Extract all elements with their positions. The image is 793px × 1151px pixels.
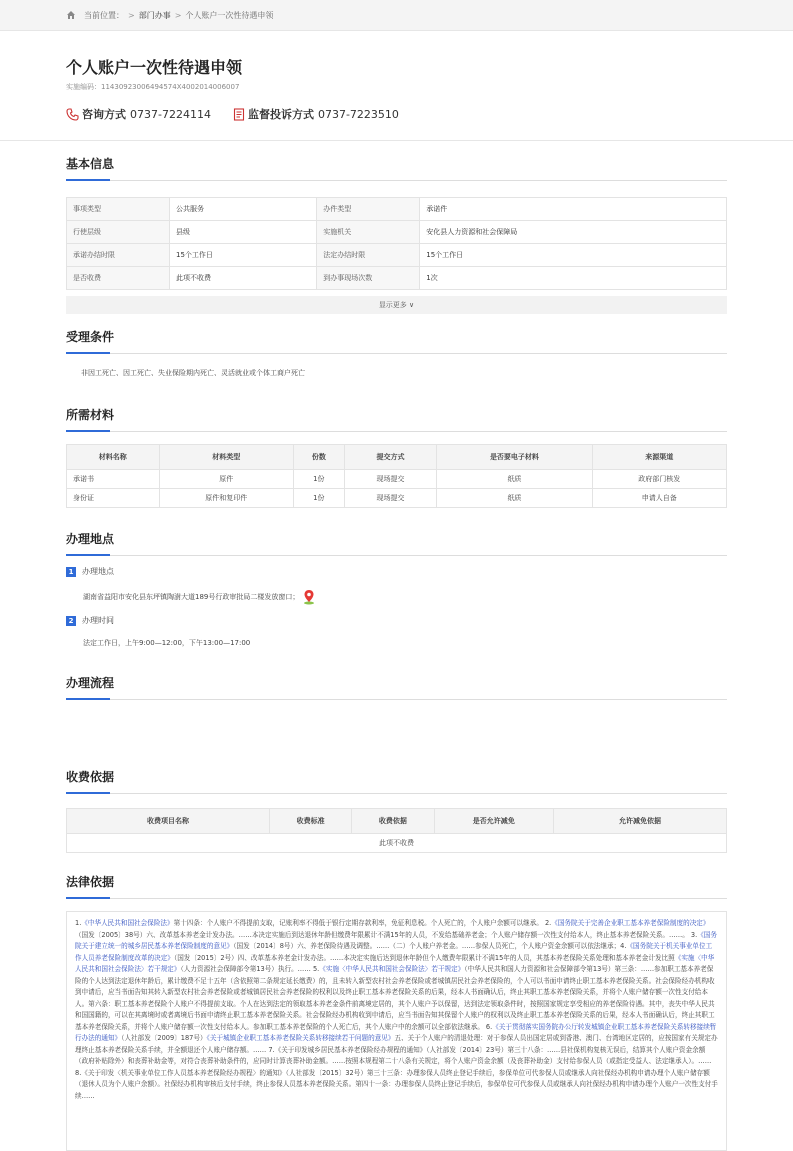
column-header: 份数: [293, 445, 344, 470]
address-text: 湖南省益阳市安化县东坪镇陶澍大道189号行政审批局二楼发放窗口；: [83, 593, 300, 601]
table-row: [67, 470, 727, 489]
table-row: [67, 198, 727, 221]
conditions-text: 非因工死亡、因工死亡、失业保险期内死亡、灵活就业或个体工商户死亡: [81, 369, 305, 377]
table-cell: 纸质: [437, 489, 592, 508]
time-heading: [66, 615, 727, 626]
table-cell: 现场提交: [344, 470, 437, 489]
section-title-law: 法律依据: [66, 873, 727, 899]
materials-table: [66, 444, 727, 508]
section-title-materials: 所需材料: [66, 406, 727, 432]
info-value: 15个工作日: [420, 244, 727, 267]
section-title-basic: 基本信息: [66, 155, 727, 181]
consult-contact: [66, 106, 211, 122]
table-cell: 现场提交: [344, 489, 437, 508]
column-header: 来源渠道: [592, 445, 726, 470]
law-text-segment: （国发〔2014〕8号）六、养老保险待遇及调整。……（二）个人账户养老金。……参保人员死亡，个人账户资金余额可以依法继承；4.: [233, 942, 627, 950]
table-cell: 1份: [293, 470, 344, 489]
step-number: 1: [66, 567, 76, 577]
column-header: 收费依据: [352, 809, 434, 834]
table-header-row: [67, 445, 727, 470]
column-header: 材料名称: [67, 445, 160, 470]
basic-info-table: [66, 197, 727, 290]
breadcrumb-current: 个人账户一次性待遇申领: [185, 10, 274, 20]
column-header: 材料类型: [159, 445, 293, 470]
table-row: [67, 834, 727, 853]
phone-icon: [66, 108, 79, 121]
law-text-segment: （国发〔2005〕38号）六、改革基本养老金计发办法。……本决定实施后到达退休年龄但缴费年限累计不满15年的人员，不发给基础养老金；个人账户储存额一次性支付给本人，终止基本养老保险关系。……。 3.: [75, 930, 698, 939]
info-key: 承诺办结时限: [67, 244, 170, 267]
fees-table: [66, 808, 727, 853]
consult-phone: 0737-7224114: [130, 107, 211, 121]
table-row: [67, 489, 727, 508]
fees-section: [0, 768, 793, 853]
breadcrumb-separator: >: [128, 10, 135, 20]
basic-info-section: [0, 155, 793, 314]
table-row: [67, 221, 727, 244]
column-header: 是否要电子材料: [437, 445, 592, 470]
breadcrumb-link-dept[interactable]: 部门办事: [138, 10, 171, 20]
column-header: 收费标准: [270, 809, 352, 834]
contact-row: [66, 106, 727, 122]
info-value: 公共服务: [170, 198, 317, 221]
show-more-button[interactable]: 显示更多 ∨: [66, 296, 727, 314]
home-icon[interactable]: [66, 10, 76, 20]
info-key: 实施机关: [317, 221, 420, 244]
address-row: [66, 589, 727, 605]
complaint-phone: 0737-7223510: [317, 107, 399, 121]
complaint-contact: [233, 106, 399, 122]
info-value: 县级: [170, 221, 317, 244]
info-value: 此项不收费: [170, 267, 317, 290]
law-text: [66, 911, 727, 1151]
section-title-location: 办理地点: [66, 530, 727, 556]
law-link[interactable]: 《国务院关于建立统一的城乡居民基本养老保险制度的意见》: [75, 930, 717, 950]
breadcrumb-separator: >: [174, 10, 182, 20]
map-pin-icon[interactable]: [302, 589, 316, 605]
materials-section: [0, 406, 793, 508]
info-value: 承诺件: [420, 198, 727, 221]
table-cell: 申请人自备: [592, 489, 726, 508]
time-text: 法定工作日，上午9:00—12:00，下午13:00—17:00: [83, 639, 251, 647]
law-link[interactable]: 《中华人民共和国社会保险法》: [81, 919, 174, 927]
table-cell: 政府部门核发: [592, 470, 726, 489]
consult-label: 咨询方式: [82, 108, 126, 121]
breadcrumb-prefix: 当前位置：: [84, 10, 124, 20]
law-link[interactable]: 《实施〈中华人民共和国社会保险法〉若干规定》: [75, 953, 715, 973]
info-value: 15个工作日: [170, 244, 317, 267]
section-title-process: 办理流程: [66, 674, 727, 700]
address-label: 办理地点: [82, 567, 114, 576]
page-header: [0, 31, 793, 141]
law-text-segment: 五、关于个人账户的清退处理：对于参保人员出国定居或到香港、澳门、台湾地区定居的，应按国家有关规定办理终止基本养老保险关系手续，并全额退还个人账户储存额。…… 7.《关于印发城乡居民基本养老保险经办规程的通知》（人社部发〔2014〕23号）第三十八条：……县社保机构复核无误后，结算其个人账户资金余额（政府补贴除外）和丧葬补助金等，对符合丧葬补助条件的，应同时计算丧葬补助金额。……按照本规程第二十八条有关规定，将个人账户资金余额（及丧葬补助金）支付给参保人员（或指定受益人、法定继承人）。…… 8.《关于印发〈机关事业单位工作人员基本养老保险经办规程〉的通知》（人社部发〔2015〕32号）第三十三条：办理参保人员终止登记手续后，参保单位可代参保人员或继承人向社保经办机构申请办理个人账户储存额（退休人员为个人账户余额）。社保经办机构审核后支付手续，终止参保人员基本养老保险关系。第四十一条：办理参保人员终止登记手续后，参保单位可代参保人员或继承人向社保经办机构申请办理个人账户一次性支付手续……: [75, 1034, 718, 1100]
address-heading: [66, 566, 727, 577]
document-icon: [233, 108, 245, 121]
law-text-segment: （人力资源社会保障部令第13号）执行。…… 5.: [180, 965, 320, 973]
material-name[interactable]: 身份证: [67, 489, 160, 508]
table-cell: 原件和复印件: [159, 489, 293, 508]
law-text-segment: （中华人民共和国人力资源和社会保障部令第13号）第三条：……参加职工基本养老保险的个人达到法定退休年龄后，累计缴费不足十五年（含依照第二条规定延长缴费）的，且未转入新型农村社会养老保险或者城镇居民社会养老保险的，个人可以书面申请终止职工基本养老保险关系。社会保险经办机构收到申请后，应当书面告知其转入新型农村社会养老保险或者城镇居民社会养老保险的权利以及终止职工基本养老保险关系的后果，经本人书面确认后，终止其职工基本养老保险关系，并将个人账户储存额一次性支付给本人。第六条：职工基本养老保险个人账户不得提前支取。个人在达到法定的领取基本养老金条件前离境定居的，其个人账户予以保留，达到法定领取条件时，按照国家规定享受相应的养老保险待遇。其中，丧失中华人民共和国国籍的，可以在其离境时或者离境后书面申请终止职工基本养老保险关系。社会保险经办机构收到申请后，应当书面告知其保留个人账户的权利以及终止职工基本养老保险关系的后果，经本人书面确认后，终止其职工基本养老保险关系，并将个人账户储存额一次性支付给本人。参加职工基本养老保险的个人死亡后，其个人账户中的余额可以全部依法继承。 6.: [75, 965, 715, 1031]
law-text-segment: （人社部发〔2009〕187号）: [121, 1034, 207, 1042]
time-label: 办理时间: [82, 616, 114, 625]
table-cell: 原件: [159, 470, 293, 489]
law-link[interactable]: 《国务院关于机关事业单位工作人员养老保险制度改革的决定》: [75, 942, 713, 962]
table-row: [67, 267, 727, 290]
table-row: [67, 244, 727, 267]
table-cell: 1份: [293, 489, 344, 508]
page-title: 个人账户一次性待遇申领: [66, 58, 243, 77]
info-key: 法定办结时限: [317, 244, 420, 267]
law-link[interactable]: 《关于城镇企业职工基本养老保险关系转移接续若干问题的意见》: [206, 1034, 395, 1042]
column-header: 提交方式: [344, 445, 437, 470]
info-key: 办件类型: [317, 198, 420, 221]
law-link[interactable]: 《实施〈中华人民共和国社会保险法〉若干规定》: [319, 965, 465, 973]
info-key: 行使层级: [67, 221, 170, 244]
implementation-code: 实施编码：11430923006494574X4002014006007: [66, 83, 240, 91]
table-cell: 纸质: [437, 470, 592, 489]
table-header-row: [67, 809, 727, 834]
law-text-segment: 1.: [75, 919, 82, 927]
complaint-label: 监督投诉方式: [247, 108, 314, 121]
info-key: 到办事现场次数: [317, 267, 420, 290]
column-header: 是否允许减免: [434, 809, 553, 834]
step-number: 2: [66, 616, 76, 626]
process-section: [0, 674, 793, 700]
section-title-fees: 收费依据: [66, 768, 727, 794]
conditions-section: [0, 328, 793, 378]
law-link[interactable]: 《关于贯彻落实国务院办公厅转发城镇企业职工基本养老保险关系转移接续暂行办法的通知》: [75, 1022, 717, 1042]
section-title-conditions: 受理条件: [66, 328, 727, 354]
fees-empty: 此项不收费: [67, 834, 727, 853]
law-section: [0, 873, 793, 1151]
column-header: 允许减免依据: [554, 809, 727, 834]
info-value: 安化县人力资源和社会保障局: [420, 221, 727, 244]
info-key: 是否收费: [67, 267, 170, 290]
material-name[interactable]: 承诺书: [67, 470, 160, 489]
law-link[interactable]: 《国务院关于完善企业职工基本养老保险制度的决定》: [551, 919, 710, 927]
info-key: 事项类型: [67, 198, 170, 221]
breadcrumb: [0, 0, 793, 31]
column-header: 收费项目名称: [67, 809, 270, 834]
info-value: 1次: [420, 267, 727, 290]
location-section: [0, 530, 793, 648]
law-text-segment: （国发〔2015〕2号）四、改革基本养老金计发办法。……本决定实施后达到退休年龄但个人缴费年限累计不满15年的人员，其基本养老保险关系处理和基本养老金计发比照: [173, 953, 675, 962]
law-text-segment: 第十四条：个人账户不得提前支取，记账利率不得低于银行定期存款利率，免征利息税。个人死亡的，个人账户余额可以继承。 2.: [173, 919, 552, 927]
